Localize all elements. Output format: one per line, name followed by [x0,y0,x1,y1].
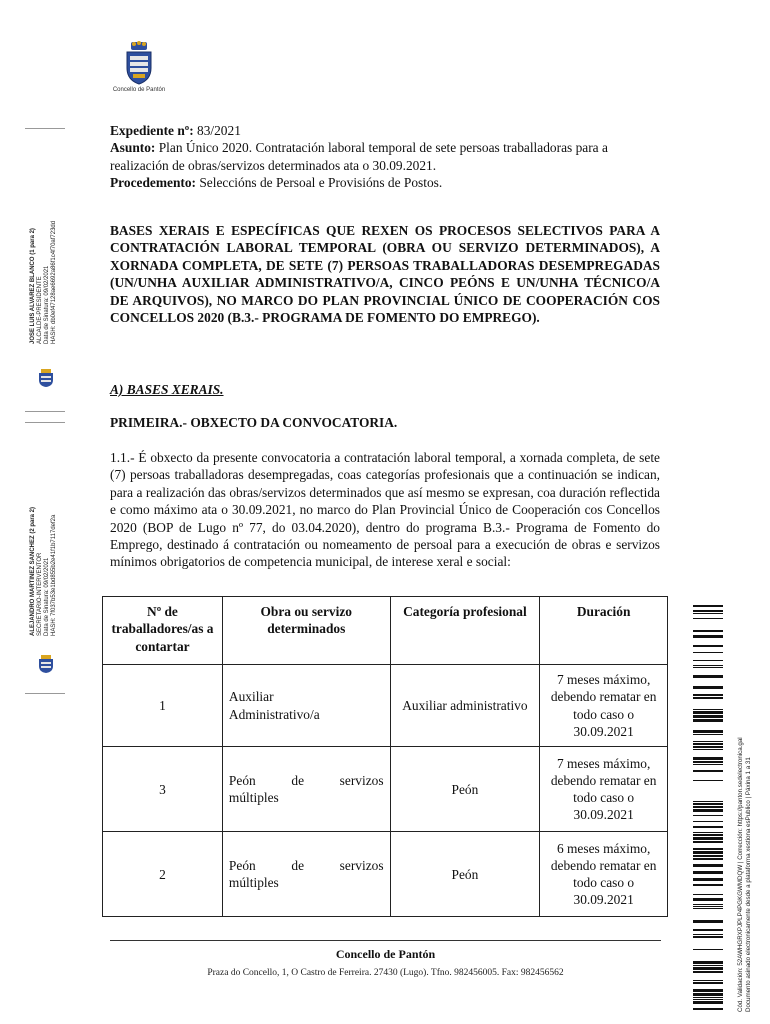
barcode-bar [693,694,723,696]
barcode-bar [693,936,723,938]
barcode-bar [693,851,723,854]
signature-1-date: Data de Sinatura: 09/02/2021 [44,265,50,344]
primeira-heading: PRIMEIRA.- OBXECTO DA CONVOCATORIA. [110,415,398,430]
barcode-bar [693,749,723,750]
barcode-bar [693,645,723,647]
barcode-bar [693,719,723,722]
municipal-logo [104,40,174,93]
barcode-bar [693,898,723,901]
logo-caption: Concello de Pantón [112,87,166,93]
cell-count: 2 [103,832,223,917]
barcode-bar [693,635,723,638]
barcode-bar [693,686,723,689]
cell-categoria: Auxiliar administrativo [390,665,540,747]
barcode-bar [693,848,723,850]
barcode-bar [693,618,723,619]
procedemento-value: Seleccións de Persoal e Provisións de Postos. [196,174,443,190]
cell-count: 1 [103,665,223,747]
footer-address: Praza do Concello, 1, O Castro de Ferreira. 27430 (Lugo). Tfno. 982456005. Fax: 982456562 [207,968,564,978]
footer-title: Concello de Pantón [335,947,436,961]
header-obra: Obra ou servizo determinados [222,597,390,665]
cell-obra-line-1 [229,857,384,874]
barcode-bar [693,997,723,998]
barcode-bar [693,709,723,710]
barcode-bar [693,780,723,781]
asunto-label: Asunto: [110,140,156,156]
barcode-bar [693,999,723,1000]
cell-obra-word: de [291,857,305,873]
barcode-bar [693,858,723,860]
cell-obra-word: servizos [339,772,384,788]
expediente-label: Expediente nº: [110,123,194,138]
barcode-bar [693,864,723,867]
document-title: BASES XERAIS E ESPECÍFICAS QUE REXEN OS PROCESOS SELECTIVOS PARA A CONTRATACIÓN LABORAL TEMPORAL (OBRA OU SERVIZO DETERMINADOS), A XORNADA COMPLETA, DE SETE (7) PERSOAS TRABALLADORAS DESEMPREGADAS (UN/UNHA AUXILIAR ADMINISTRATIVO/A, CINCO PEÓNS E UN/UNHA TÉCNICO/A DE ARQUIVOS), NO MARCO DO PLAN PROVINCIAL ÚNICO DE COOPERACIÓN COS CONCELLOS 2020 (B.3.- PROGRAMA DE FOMENTO DO EMPREGO). [110,223,660,326]
barcode-bar [693,711,723,714]
barcode-bar [693,878,723,881]
barcode-bar [693,652,723,653]
signature-1-name: JOSE LUIS ALVAREZ BLANCO (1 para 2) [30,228,36,344]
asunto-line [110,139,660,174]
cell-categoria: Peón [390,747,540,832]
barcode-bar [693,746,723,748]
barcode-bar [693,965,723,966]
cell-obra-line-1: Auxiliar [228,689,274,705]
barcode-bar [693,920,723,923]
signature-1 [30,221,58,344]
signature-2-role: SECRETARIO-INTERVENTOR [37,552,43,636]
barcode-bar [693,610,723,612]
table-header-row [103,597,668,665]
procedemento-line [110,174,660,191]
cell-duracion: 6 meses máximo, debendo rematar en todo caso o 30.09.2021 [540,832,668,917]
barcode-bar [693,934,723,935]
section-heading: A) BASES XERAIS. [110,382,224,397]
asunto-value: Plan Único 2020. Contratación laboral temporal de sete persoas traballadoras para a realización de obras/servizos determinados ata o 30.09.2021. [110,140,608,173]
cell-count: 3 [103,747,223,832]
barcode-bar [693,967,723,970]
barcode-bar [693,743,723,745]
procedemento-label: Procedemento: [110,174,197,190]
cell-obra-word: de [291,772,305,788]
cell-obra [222,665,390,747]
barcode-bar [693,1001,723,1004]
barcode-bar [693,605,723,607]
barcode-bar [693,884,723,886]
cell-obra-line-2: múltiples [228,875,279,891]
seal-icon [36,654,56,674]
barcode-bar [693,980,723,981]
verification-code: Cód. Validación: 52AWHGRXPJPLP4PGKGWMDQW | Corrección: https://panton.sedelectronica.gal [737,737,744,1012]
cell-obra-word: Peón [228,772,256,788]
cell-obra-line-1 [229,772,384,789]
signature-1-hash: HASH: db0ef47128ae6692a86f1c4f70af723dd [51,220,57,344]
barcode-icon [693,605,723,1013]
header-duracion: Duración [540,597,668,665]
barcode-bar [693,660,723,661]
barcode-bar [693,675,723,678]
expediente-line [110,122,660,139]
barcode-bar [693,730,723,733]
barcode-bar [693,665,723,666]
positions-table [102,596,668,917]
barcode-bar [693,832,723,833]
barcode-bar [693,906,723,907]
barcode-bar [693,826,723,828]
barcode-bar [693,613,723,614]
barcode-bar [693,815,723,816]
barcode-bar [693,908,723,909]
barcode-bar [693,667,723,668]
signature-2-hash: HASH: 7f037b53e1bd855b2e41f1b7117def2a [51,514,57,636]
cell-obra-word: Peón [228,857,256,873]
barcode-bar [693,993,723,996]
signature-2-date: Data de Sinatura: 09/02/2021 [44,557,50,636]
document-header [110,122,660,191]
cell-obra-line-2: múltiples [228,790,279,806]
signature-2-name: ALEJANDRO MARTINEZ SANCHEZ (2 para 2) [30,506,36,636]
barcode-bar [693,1008,723,1010]
barcode-bar [693,761,723,763]
barcode-bar [693,630,723,632]
cell-obra-word: servizos [339,857,384,873]
verification-platform: Documento asinado electronicamente desde a plataforma xestiona esPublico | Páxina 1 a 31 [745,757,752,1012]
barcode-bar [693,837,723,840]
barcode-bar [693,821,723,822]
header-categoria: Categoría profesional [390,597,540,665]
seal-icon [36,368,56,388]
barcode-bar [693,834,723,836]
barcode-bar [693,809,723,812]
barcode-bar [693,841,723,843]
signature-2 [30,507,58,636]
cell-obra [222,747,390,832]
header-count: Nº de traballadores/as a contartar [103,597,223,665]
expediente-value: 83/2021 [193,123,241,138]
barcode-bar [693,855,723,857]
barcode-bar [693,801,723,802]
barcode-bar [693,770,723,772]
paragraph-1-1: 1.1.- É obxecto da presente convocatoria a contratación laboral temporal, a xornada completa, de sete (7) persoas traballadoras desempregadas, coas categorías profesionais que a continuación se indican, para a realización das obras/servizos determinados que así mesmo se expresan, coa duración reflectida e como máximo ata o 30.09.2021, no marco do Plan Provincial Único de Cooperación cos Concellos 2020 (BOP de Lugo nº 77, do 03.04.2020), dentro do programa B.3.- Programa de Fomento do Emprego, destinado á contratación ou nomeamento de persoal para a execución de obras e servizos mínimos obrigatorios de competencia municipal, de interese xeral e social: [110,450,660,570]
barcode-bar [693,904,723,905]
barcode-bar [693,949,723,950]
barcode-bar [693,989,723,992]
barcode-bar [693,697,723,699]
barcode-bar [693,871,723,874]
coat-of-arms-icon [119,40,159,86]
barcode-bar [693,741,723,742]
table-row [103,832,668,917]
barcode-bar [693,757,723,760]
cell-obra [222,832,390,917]
barcode-bar [693,894,723,895]
barcode-bar [693,803,723,805]
barcode-bar [693,715,723,718]
cell-categoria: Peón [390,832,540,917]
barcode-bar [693,971,723,973]
cell-duracion: 7 meses máximo, debendo rematar en todo caso o 30.09.2021 [540,665,668,747]
cell-obra-line-2: Administrativo/a [228,706,320,722]
table-row [103,747,668,832]
barcode-bar [693,961,723,964]
footer-divider [110,940,661,941]
barcode-bar [693,764,723,765]
barcode-bar [693,806,723,808]
cell-duracion: 7 meses máximo, debendo rematar en todo caso o 30.09.2021 [540,747,668,832]
table-row [103,665,668,747]
barcode-bar [693,734,723,735]
barcode-bar [693,982,723,984]
verification-text [737,737,753,1012]
barcode-bar [693,929,723,931]
signature-1-role: ALCALDE-PRESIDENTE [37,276,43,344]
